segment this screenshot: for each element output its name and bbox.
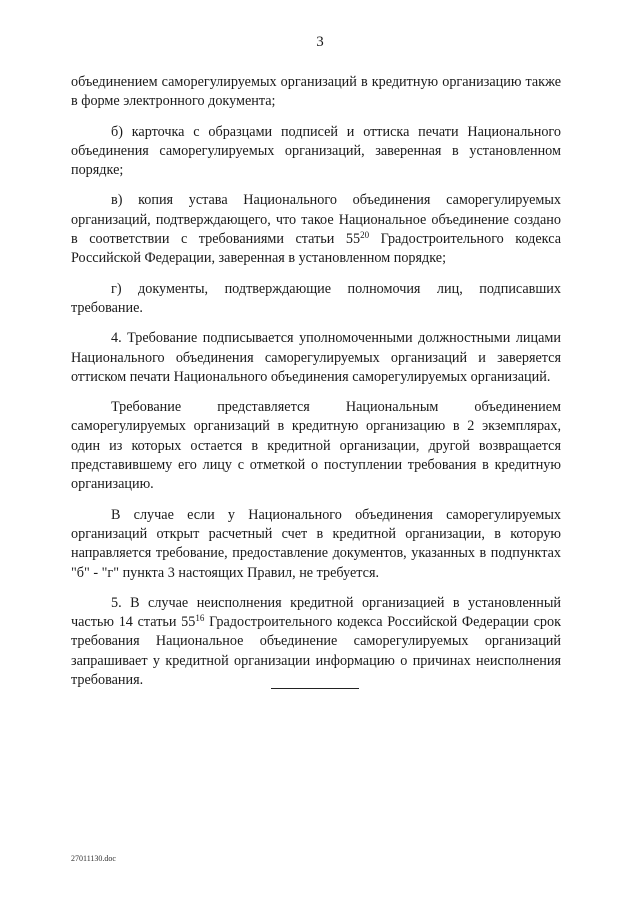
page-number: 3 bbox=[316, 34, 324, 50]
document-body bbox=[71, 73, 561, 690]
paragraph-continuation: объединением саморегулируемых организаций в кредитную организацию также в форме электронного документа; bbox=[71, 74, 561, 110]
superscript: 16 bbox=[195, 613, 205, 624]
paragraph-submission: Требование представляется Национальным объединением саморегулируемых организаций в кредитную организацию в 2 экземплярах, один из которых остается в кредитной организации, другой возвращается представившему его лицу с отметкой о поступлении требования в кредитную организацию. bbox=[71, 399, 561, 493]
end-divider bbox=[271, 688, 359, 689]
paragraph-item-b: б) карточка с образцами подписей и оттиска печати Национального объединения саморегулируемых организаций, заверенная в установленном порядке; bbox=[71, 123, 561, 179]
paragraph-item-v bbox=[71, 191, 561, 268]
paragraph-item-v-before: в) копия устава Национального объединения саморегулируемых организаций, подтверждающего, что такое Национальное объединение создано в соответствии с требованиями статьи 55 bbox=[71, 192, 561, 248]
superscript: 20 bbox=[360, 230, 370, 241]
paragraph-item-v-after: Градостроительного кодекса Российской Федерации, заверенная в установленном порядке; bbox=[71, 231, 561, 267]
footer-file-code: 27011130.doc bbox=[71, 854, 116, 863]
paragraph-clause-5-after: Градостроительного кодекса Российской Федерации срок требования Национальное объединение саморегулируемых организаций запрашивает у кредитной организации информацию о причинах неисполнения требования. bbox=[71, 614, 561, 689]
paragraph-clause-5 bbox=[71, 594, 561, 690]
paragraph-clause-4: 4. Требование подписывается уполномоченными должностными лицами Национального объединения саморегулируемых организаций и заверяется оттиском печати Национального объединения саморегулируемых организаций. bbox=[71, 330, 561, 385]
paragraph-clause-5-before: 5. В случае неисполнения кредитной организацией в установленный частью 14 статьи 55 bbox=[71, 594, 561, 631]
paragraph-exception: В случае если у Национального объединения саморегулируемых организаций открыт расчетный счет в кредитной организации, в которую направляется требование, предоставление документов, указанных в подпунктах "б" - "г" пункта 3 настоящих Правил, не требуется. bbox=[71, 506, 561, 581]
paragraph-item-g: г) документы, подтверждающие полномочия лиц, подписавших требование. bbox=[71, 280, 561, 316]
